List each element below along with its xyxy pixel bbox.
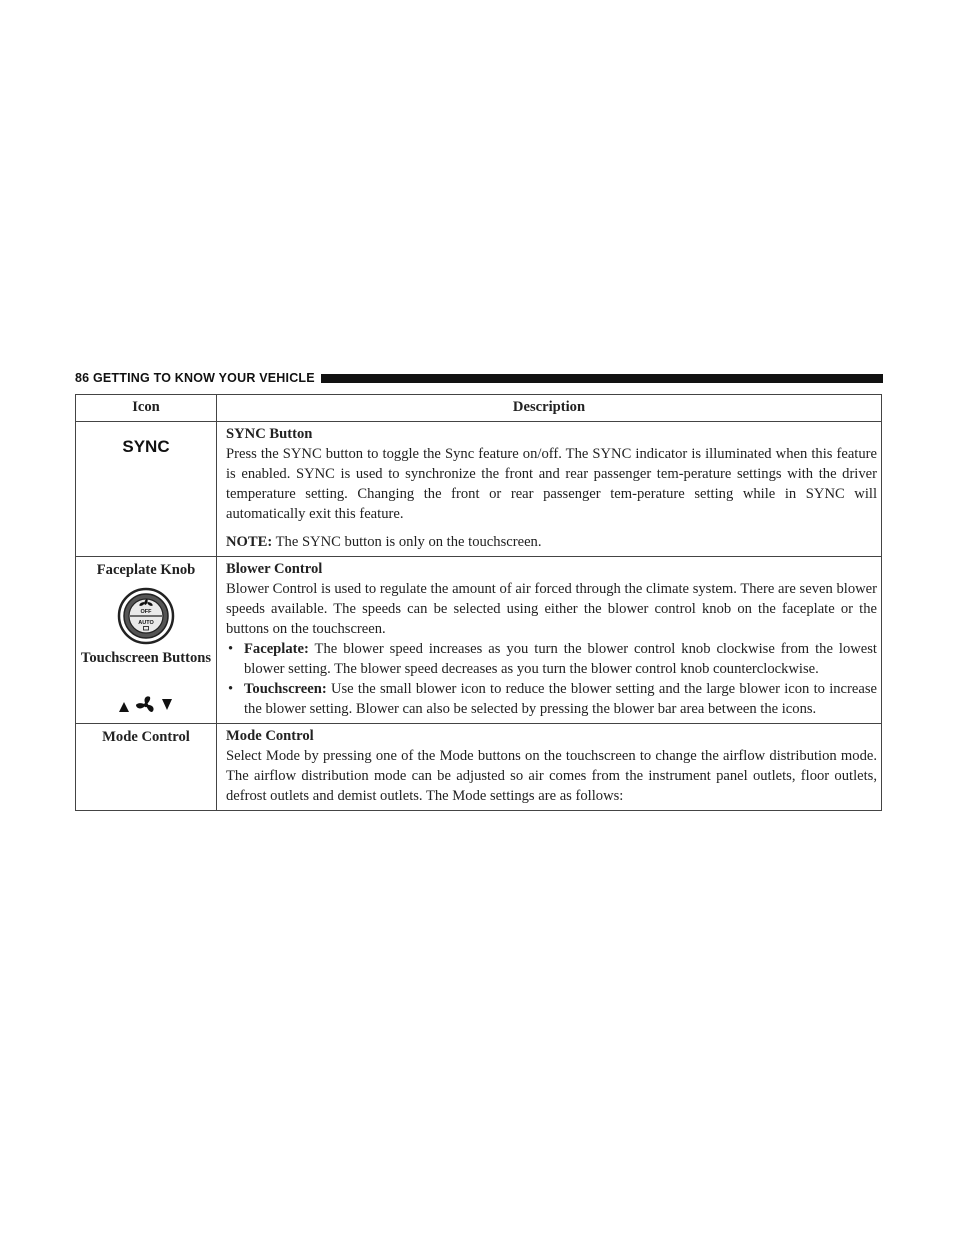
note-text: The SYNC button is only on the touchscreen. <box>272 534 542 550</box>
entry-title: SYNC Button <box>226 426 313 442</box>
icon-label-touchscreen-buttons: Touchscreen Buttons <box>80 650 212 666</box>
blower-decrease-icon <box>119 702 129 712</box>
sync-icon-text: SYNC <box>122 437 170 456</box>
header-rule <box>321 374 883 383</box>
note <box>226 532 877 552</box>
list-item <box>226 639 877 679</box>
controls-table <box>75 394 882 811</box>
column-header-description: Description <box>217 395 882 422</box>
mode-description-cell <box>217 724 882 811</box>
note-label: NOTE: <box>226 534 273 550</box>
sync-button-icon <box>111 433 181 459</box>
table-row <box>76 422 882 557</box>
mode-icon-cell <box>76 724 217 811</box>
knob-auto-label: AUTO <box>138 620 154 626</box>
bullet-label: Faceplate: <box>244 641 309 657</box>
bullet-text: The blower speed increases as you turn the blower control knob clockwise from the lowest blower setting. The blower speed decreases as you turn the blower control knob counterclockwise. <box>244 641 877 677</box>
table-row <box>76 557 882 724</box>
bullet-list <box>226 639 877 719</box>
entry-body: Blower Control is used to regulate the amount of air forced through the climate system. There are seven blower speeds available. The speeds can be selected using either the blower control knob on the faceplate or the buttons on the touchscreen. <box>226 581 877 637</box>
page-header-text: 86 GETTING TO KNOW YOUR VEHICLE <box>75 371 315 385</box>
table-header-row <box>76 395 882 422</box>
blower-increase-icon <box>162 699 172 710</box>
list-item <box>226 679 877 719</box>
blower-knob-icon <box>117 587 175 645</box>
blower-touchscreen-buttons-icon <box>116 694 176 716</box>
entry-body: Press the SYNC button to toggle the Sync feature on/off. The SYNC indicator is illuminated when this feature is enabled. SYNC is used to synchronize the front and rear passenger tem-perature settings with the driver temperature setting. Changing the front or rear passenger tem-perature setting while in SYNC will automatically exit this feature. <box>226 446 877 522</box>
table-row <box>76 724 882 811</box>
sync-description-cell <box>217 422 882 557</box>
fan-icon <box>136 696 154 712</box>
icon-label-faceplate-knob: Faceplate Knob <box>96 562 196 578</box>
icon-label-mode-control: Mode Control <box>102 729 190 745</box>
entry-body: Select Mode by pressing one of the Mode buttons on the touchscreen to change the airflow distribution mode. The airflow distribution mode can be adjusted so air comes from the instrument panel outlets, floor outlets, defrost outlets and demist outlets. The Mode settings are as follows: <box>226 748 877 804</box>
blower-icon-cell <box>76 557 217 724</box>
page-header <box>75 370 883 386</box>
knob-off-label: OFF <box>140 609 152 615</box>
bullet-text: Use the small blower icon to reduce the blower setting and the large blower icon to increase the blower setting. Blower can also be selected by pressing the blower bar area between the icons. <box>244 681 877 717</box>
entry-title: Mode Control <box>226 728 314 744</box>
bullet-label: Touchscreen: <box>244 681 327 697</box>
entry-title: Blower Control <box>226 561 323 577</box>
sync-icon-cell <box>76 422 217 557</box>
blower-description-cell <box>217 557 882 724</box>
column-header-icon: Icon <box>76 395 217 422</box>
